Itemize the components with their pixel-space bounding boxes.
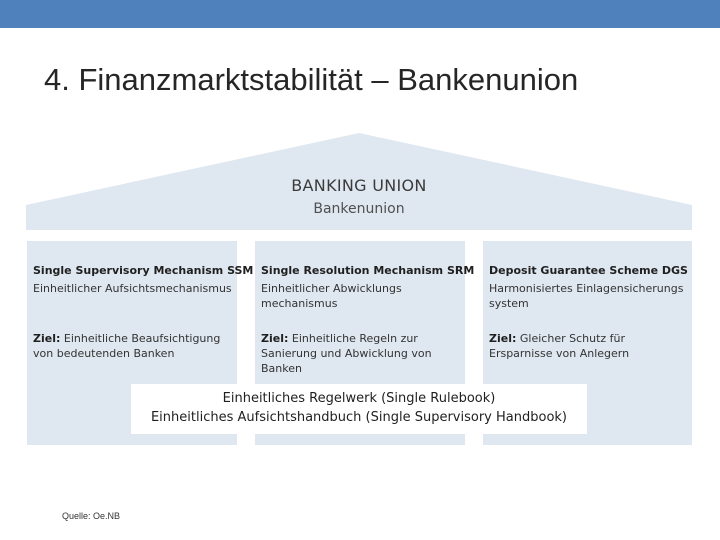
pillar-goal [489, 331, 688, 361]
pillar-subtitle: Einheitlicher Aufsichtsmechanismus [33, 282, 232, 295]
single-rulebook-foundation [131, 384, 587, 434]
goal-label: Ziel: [261, 332, 289, 345]
roof-title: BANKING UNION [291, 176, 427, 195]
pillar-goal [33, 331, 233, 361]
goal-text: Gleicher Schutz für Ersparnisse von Anlegern [489, 332, 630, 360]
pillar-goal [261, 331, 461, 376]
pillar-title: Single Supervisory Mechanism SSM [33, 264, 254, 277]
banking-union-roof [26, 133, 692, 230]
top-accent-bar [0, 0, 720, 28]
rulebook-line: Einheitliches Regelwerk (Single Rulebook) [222, 391, 496, 406]
roof-subtitle: Bankenunion [313, 201, 405, 217]
pillar-subtitle: Harmonisiertes Einlagensicherungs system [489, 282, 684, 310]
goal-text: Einheitliche Beaufsichtigung von bedeutenden Banken [33, 332, 221, 360]
goal-text: Einheitliche Regeln zur Sanierung und Abwicklung von Banken [261, 332, 432, 375]
pillar-title: Single Resolution Mechanism SRM [261, 264, 475, 277]
goal-label: Ziel: [33, 332, 61, 345]
pillar-subtitle: Einheitlicher Abwicklungs mechanismus [261, 282, 402, 310]
slide-title: 4. Finanzmarktstabilität – Bankenunion [44, 62, 579, 97]
handbook-line: Einheitliches Aufsichtshandbuch (Single Supervisory Handbook) [150, 410, 568, 425]
goal-label: Ziel: [489, 332, 517, 345]
pillar-title: Deposit Guarantee Scheme DGS [489, 264, 688, 277]
source-note: Quelle: Oe.NB [62, 511, 121, 521]
